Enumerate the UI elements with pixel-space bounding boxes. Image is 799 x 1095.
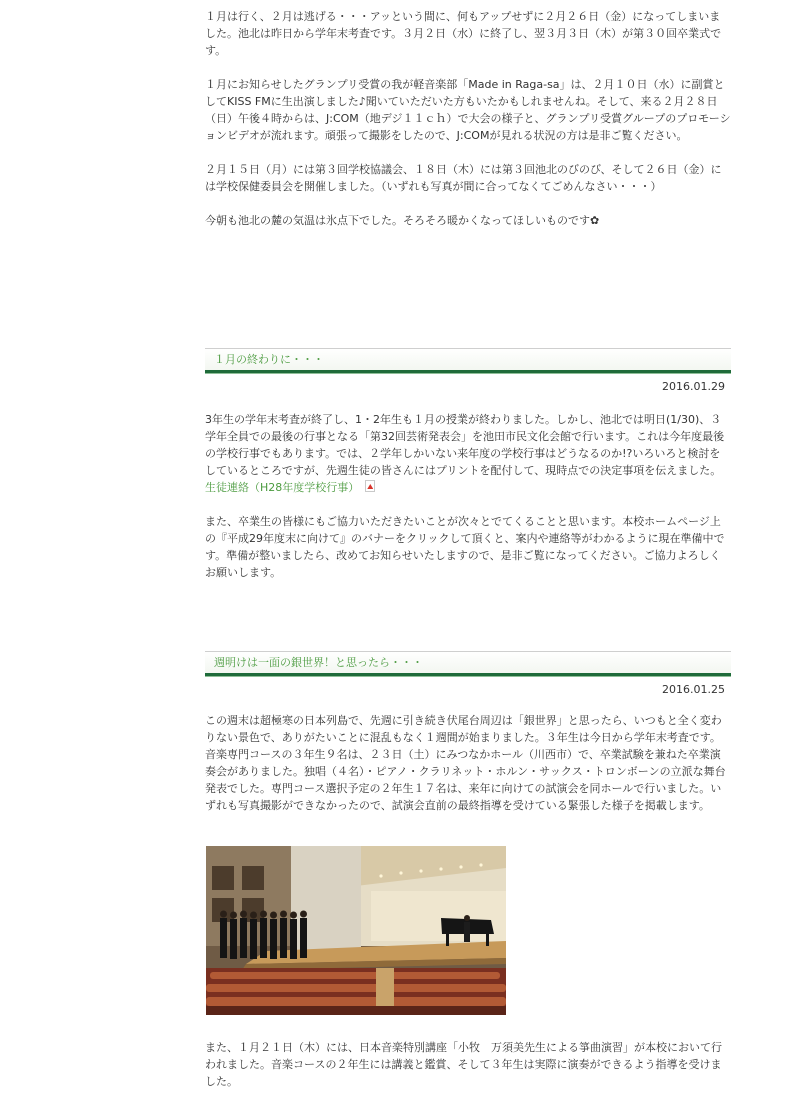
school-events-link[interactable]: 生徒連絡（H28年度学校行事） — [205, 481, 360, 494]
post-jan25-heading — [205, 651, 731, 677]
post-top-paragraph-4: 今朝も池北の麓の気温は氷点下でした。そろそろ暖かくなってほしいものです✿ — [205, 214, 600, 227]
post-top-paragraph-2: １月にお知らせしたグランプリ受賞の我が軽音楽部「Made in Raga-sa」は、２月１０日（水）に副賞としてKISS FMに生出演しました♪聞いていただいた方もいたかもしれませんね。そして、来る２月２８日（日）午後４時からは、J:COM（地デジ１１ｃｈ）で大会の様子と、グランプリ受賞グループのプロモーションビデオが流れます。頑張って撮影をしたので、J:COMが見れる状況の方は是非ご覧ください。 — [205, 78, 731, 142]
post-jan29-date: 2016.01.29 — [662, 380, 725, 393]
post-jan25-body — [205, 712, 731, 814]
post-jan29-heading — [205, 348, 731, 374]
heading-rule — [205, 370, 731, 374]
post-jan29-paragraph-2: また、卒業生の皆様にもご協力いただきたいことが次々とでてくることと思います。本校ホームページ上の『平成29年度末に向けて』のバナーをクリックして頂くと、案内や連絡等がわかるように現在準備中です。準備が整いましたら、改めてお知らせいたしますので、是非ご覧になってください。ご協力よろしくお願いします。 — [205, 515, 725, 579]
post-top-paragraph-1: １月は行く、２月は逃げる・・・アッという間に、何もアップせずに２月２６日（金）になってしまいました。池北は昨日から学年末考査です。３月２日（水）に終了し、翌３月３日（木）が第３０回卒業式です。 — [205, 10, 722, 57]
post-jan25-date: 2016.01.25 — [662, 683, 725, 696]
post-jan25-title[interactable]: 週明けは一面の銀世界！と思ったら・・・ — [205, 652, 731, 673]
post-jan29-body — [205, 411, 731, 581]
post-jan25-paragraph-2: また、１月２１日（木）には、日本音楽特別講座「小牧 万須美先生による箏曲演習」が本校において行われました。音楽コースの２年生には講義と鑑賞、そして３年生は実際に演奏ができるよう指導を受けました。 — [205, 1041, 722, 1088]
concert-hall-illustration — [206, 846, 506, 1015]
concert-hall-photo — [206, 846, 506, 1015]
post-jan25-body-2 — [205, 1039, 731, 1090]
pdf-icon[interactable] — [365, 480, 375, 492]
post-top-paragraph-3: ２月１５日（月）には第３回学校協議会、１８日（木）には第３回池北のびのび、そして２６日（金）には学校保健委員会を開催しました。（いずれも写真が間に合ってなくてごめんなさい・・・） — [205, 163, 722, 193]
post-jan25-paragraph-1: この週末は超極寒の日本列島で、先週に引き続き伏尾台周辺は「銀世界」と思ったら、いつもと全く変わりない景色で、ありがたいことに混乱もなく１週間が始まりました。３年生は今日から学年末考査です。音楽専門コースの３年生９名は、２３日（土）にみつなかホール（川西市）で、卒業試験を兼ねた卒業演奏会がありました。独唱（４名）・ピアノ・クラリネット・ホルン・サックス・トロンボーンの立派な舞台発表でした。専門コース選択予定の２年生１７名は、来年に向けての試演会を同ホールで行いました。いずれも写真撮影ができなかったので、試演会直前の最終指導を受けている緊張した様子を掲載します。 — [205, 714, 726, 812]
post-jan29-title[interactable]: １月の終わりに・・・ — [205, 349, 731, 370]
post-top-body — [205, 8, 731, 229]
heading-rule — [205, 673, 731, 677]
post-jan29-paragraph-1 — [205, 411, 731, 496]
post-jan29-paragraph-1-text: 3年生の学年末考査が終了し、1・2年生も１月の授業が終わりました。しかし、池北では明日(1/30)、３学年全員での最後の行事となる「第32回芸術発表会」を池田市民文化会館で行います。これは今年度最後の学校行事でもあります。では、２学年しかいない来年度の学校行事はどうなるのか!?いろいろと検討をしているところですが、先週生徒の皆さんにはプリントを配付して、現時点での決定事項を伝えました。 — [205, 413, 725, 477]
